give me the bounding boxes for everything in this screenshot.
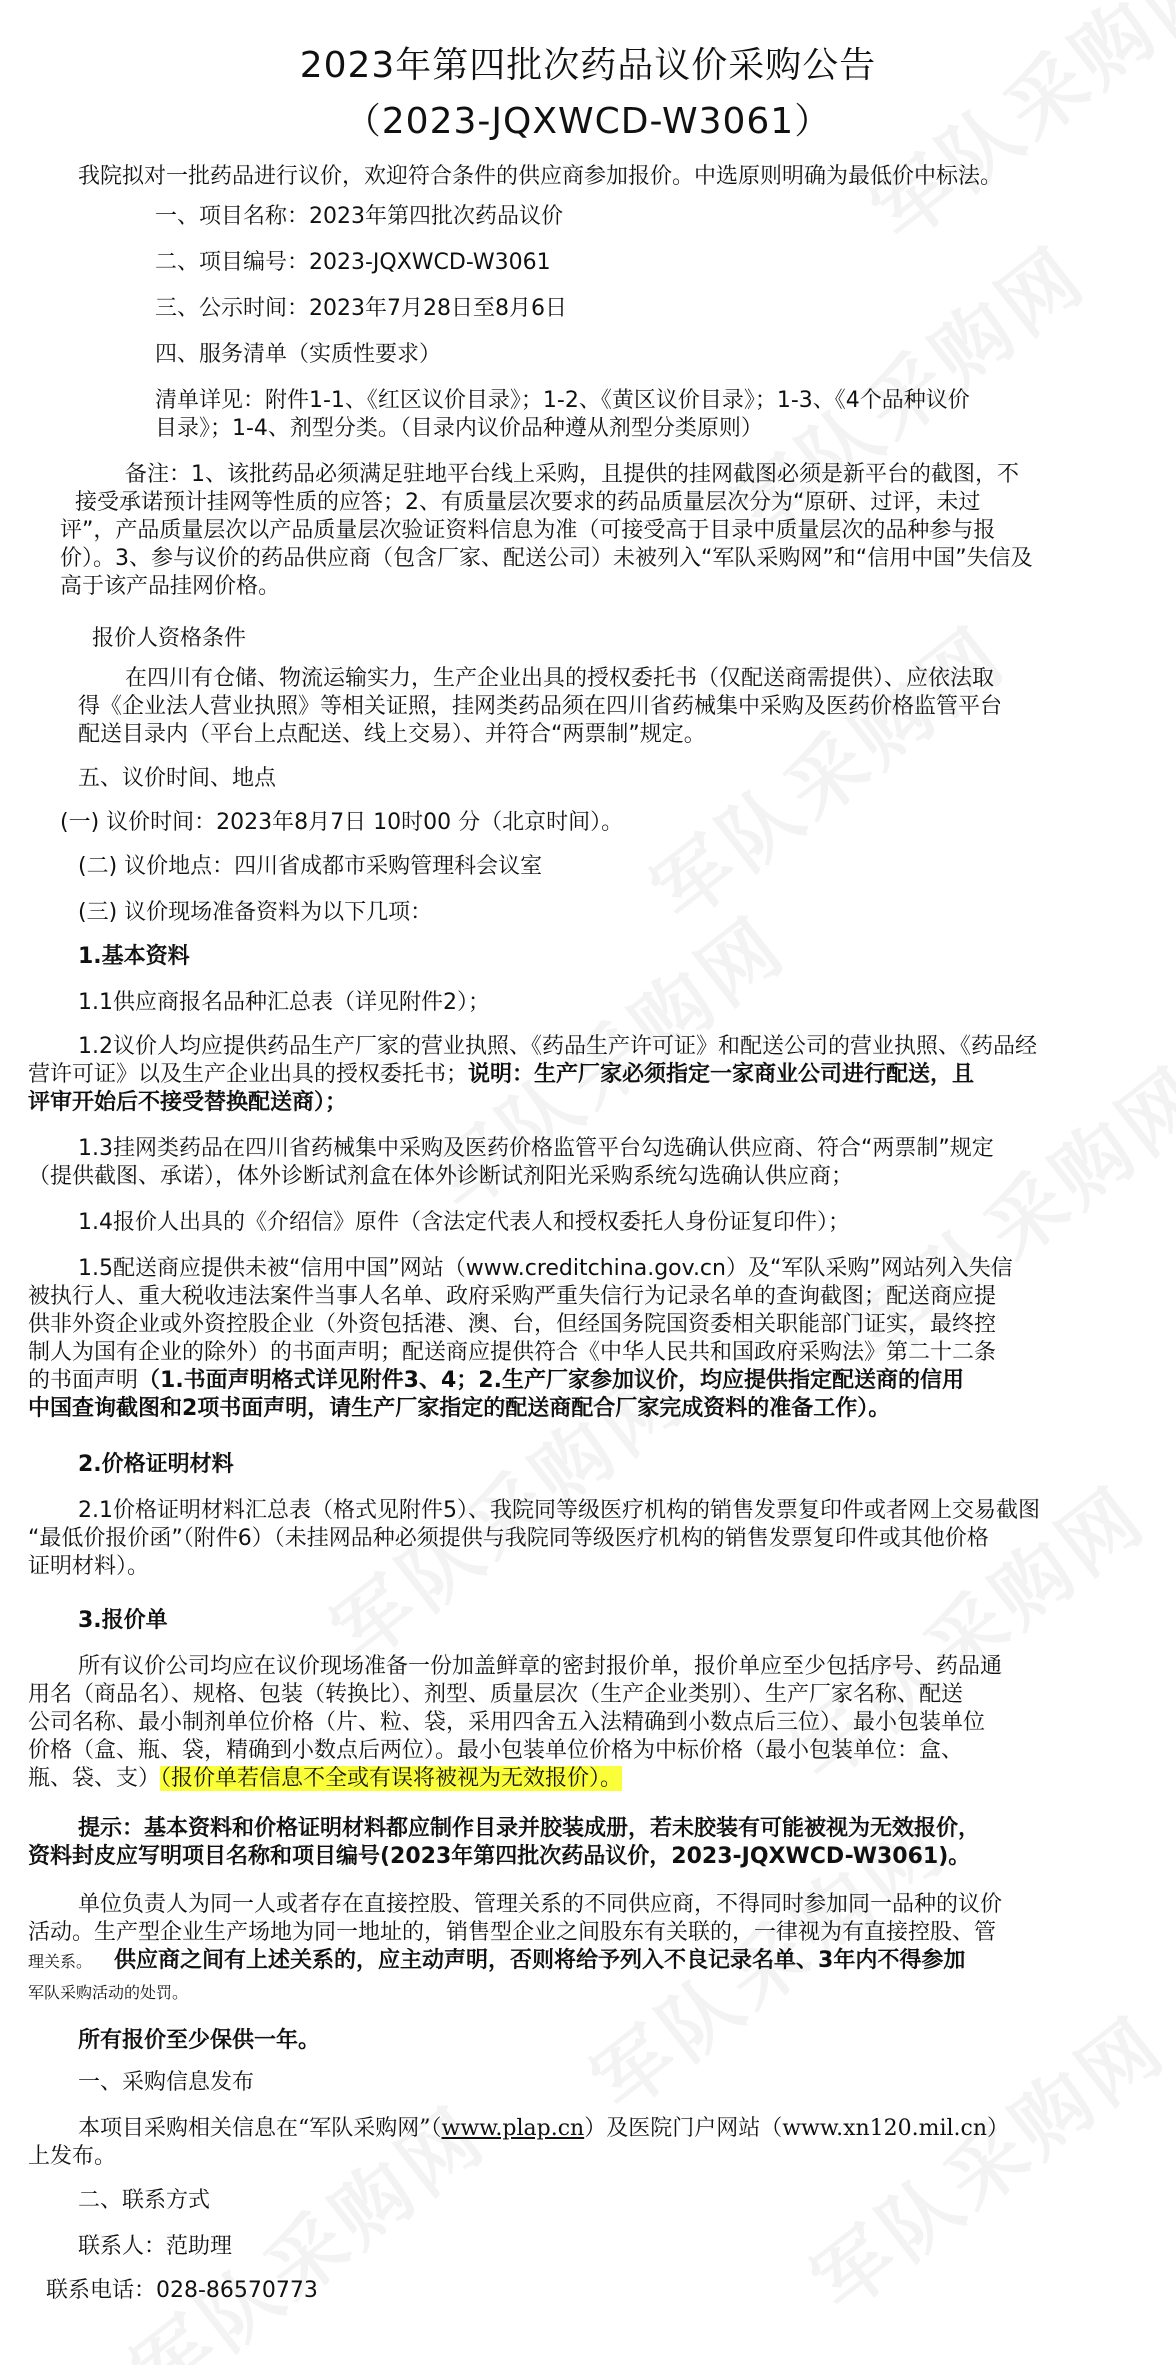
qualification-line: 配送目录内（平台上点配送、线上交易）、并符合“两票制”规定。 [78, 722, 706, 747]
document-code: （2023-JQXWCD-W3061） [344, 101, 832, 142]
contact-phone: 联系电话：028-86570773 [46, 2278, 318, 2303]
item-1-5-line: 供非外资企业或外资控股企业（外资包括港、澳、台，但经国务院国资委相关职能部门证实，最终控 [28, 1312, 997, 1337]
relation-line [28, 1946, 965, 1977]
note-line: 价）。3、参与议价的药品供应商（包含厂家、配送公司）未被列入“军队采购网”和“信用中国”失信及 [60, 546, 1033, 571]
qualification-heading: 报价人资格条件 [92, 626, 247, 651]
supply-guarantee: 所有报价至少保供一年。 [78, 2028, 321, 2053]
list-detail-line: 目录》；1-4、剂型分类。（目录内议价品种遵从剂型分类原则） [155, 416, 763, 441]
item-2-1-line: 证明材料）。 [28, 1554, 150, 1579]
relation-text: 理关系。 [28, 1952, 93, 1971]
relation-line: 军队采购活动的处罚。 [28, 1983, 189, 2002]
item-1-5-line: 中国查询截图和2项书面声明，请生产厂家指定的配送商配合厂家完成资料的准备工作）。 [28, 1396, 891, 1421]
info-release-line [78, 2114, 1009, 2144]
watermark [815, 2024, 1164, 2306]
negotiation-time: (一) 议价时间：2023年8月7日 10时00 分（北京时间）。 [60, 810, 624, 835]
quotation-text: 瓶、袋、支） [28, 1766, 161, 1791]
basic-materials-heading: 1.基本资料 [78, 944, 190, 969]
price-proof-heading: 2.价格证明材料 [78, 1452, 234, 1477]
item-1-2-bold: 说明：生产厂家必须指定一家商业公司进行配送，且 [468, 1062, 975, 1087]
item-1-2-line: 评审开始后不接受替换配送商）； [28, 1090, 348, 1115]
list-detail-line: 清单详见：附件1-1、《红区议价目录》；1-2、《黄区议价目录》；1-3、《4个品种议价 [155, 388, 970, 413]
quotation-line: 公司名称、最小制剂单位价格（片、粒、袋，采用四舍五入法精确到小数点后三位）、最小包装单位 [28, 1710, 986, 1735]
quotation-line: 用名（商品名）、规格、包装（转换比）、剂型、质量层次（生产企业类别）、生产厂家名称、配送 [28, 1682, 964, 1707]
info-release-heading: 一、采购信息发布 [78, 2070, 255, 2095]
preparation-heading: (三) 议价现场准备资料为以下几项： [78, 900, 433, 925]
intro-text: 我院拟对一批药品进行议价，欢迎符合条件的供应商参加报价。中选原则明确为最低价中标法。 [78, 164, 1003, 189]
qualification-line: 在四川有仓储、物流运输实力，生产企业出具的授权委托书（仅配送商需提供）、应依法取 [125, 666, 995, 691]
item-1-5-bold: （1.书面声明格式详见附件3、4；2.生产厂家参加议价，均应提供指定配送商的信用 [138, 1368, 964, 1393]
quotation-line: 价格（盒、瓶、袋，精确到小数点后两位）。最小包装单位价格为中标价格（最小包装单位：盒、 [28, 1738, 964, 1763]
item-1-5-line: 制人为国有企业的除外）的书面声明；配送商应提供符合《中华人民共和国政府采购法》第二十二条 [28, 1340, 997, 1365]
section-five-heading: 五、议价时间、地点 [78, 766, 277, 791]
quotation-heading: 3.报价单 [78, 1608, 168, 1633]
note-line: 高于该产品挂网价格。 [60, 574, 281, 599]
item-1-5-line [28, 1366, 964, 1396]
quotation-line: 所有议价公司均应在议价现场准备一份加盖鲜章的密封报价单，报价单应至少包括序号、药品通 [78, 1654, 1003, 1679]
relation-bold: 供应商之间有上述关系的，应主动声明，否则将给予列入不良记录名单、3年内不得参加 [114, 1948, 966, 1973]
relation-line: 活动。生产型企业生产场地为同一地址的，销售型企业之间股东有关联的，一律视为有直接控股、管 [28, 1920, 997, 1945]
info-release-text: 本项目采购相关信息在“军队采购网”（ [78, 2116, 442, 2141]
document-title: 2023年第四批次药品议价采购公告 [299, 45, 877, 86]
negotiation-place: (二) 议价地点：四川省成都市采购管理科会议室 [78, 854, 543, 879]
item-2-1-line: “最低价报价函”（附件6）（未挂网品种必须提供与我院同等级医疗机构的销售发票复印件或其他价格 [28, 1526, 989, 1551]
item-1-3-line: （提供截图、承诺），体外诊断试剂盒在体外诊断试剂阳光采购系统勾选确认供应商； [28, 1164, 854, 1189]
tip-line: 提示：基本资料和价格证明材料都应制作目录并胶装成册，若未胶装有可能被视为无效报价， [78, 1816, 981, 1841]
item-2-1-line: 2.1价格证明材料汇总表（格式见附件5）、我院同等级医疗机构的销售发票复印件或者网上交易截图 [78, 1498, 1040, 1523]
item-1-4: 1.4报价人出具的《介绍信》原件（含法定代表人和授权委托人身份证复印件）； [78, 1210, 850, 1235]
project-number: 二、项目编号：2023-JQXWCD-W3061 [155, 250, 551, 275]
contact-person: 联系人：范助理 [78, 2234, 233, 2259]
quotation-line [28, 1764, 622, 1794]
item-1-1: 1.1供应商报名品种汇总表（详见附件2）； [78, 990, 490, 1015]
info-release-line: 上发布。 [28, 2144, 117, 2169]
item-1-2-text: 营许可证》以及生产企业出具的授权委托书； [28, 1062, 469, 1087]
item-1-3-line: 1.3挂网类药品在四川省药械集中采购及医药价格监管平台勾选确认供应商、符合“两票制”规定 [78, 1136, 994, 1161]
plap-link[interactable]: www.plap.cn [441, 2116, 585, 2141]
qualification-line: 得《企业法人营业执照》等相关证照，挂网类药品须在四川省药械集中采购及医药价格监管平台 [78, 694, 1003, 719]
item-1-5-line: 被执行人、重大税收违法案件当事人名单、政府采购严重失信行为记录名单的查询截图；配送商应提 [28, 1284, 997, 1309]
project-name: 一、项目名称：2023年第四批次药品议价 [155, 204, 563, 229]
item-1-2-line [28, 1060, 974, 1090]
item-1-5-line: 1.5配送商应提供未被“信用中国”网站（www.creditchina.gov.cn）及“军队采购”网站列入失信 [78, 1256, 1013, 1281]
service-list-heading: 四、服务清单（实质性要求） [155, 342, 442, 367]
item-1-2-line: 1.2议价人均应提供药品生产厂家的营业执照、《药品生产许可证》和配送公司的营业执照、《药品经 [78, 1034, 1037, 1059]
item-1-5-text: 的书面声明 [28, 1368, 139, 1393]
tip-line: 资料封皮应写明项目名称和项目编号(2023年第四批次药品议价，2023-JQXWCD-W3061)。 [28, 1844, 971, 1869]
contact-heading: 二、联系方式 [78, 2188, 211, 2213]
note-line: 接受承诺预计挂网等性质的应答；2、有质量层次要求的药品质量层次分为“原研、过评，未过 [75, 490, 981, 515]
publicity-time: 三、公示时间：2023年7月28日至8月6日 [155, 296, 567, 321]
relation-line: 单位负责人为同一人或者存在直接控股、管理关系的不同供应商，不得同时参加同一品种的议价 [78, 1892, 1003, 1917]
info-release-text: ）及医院门户网站（www.xn120.mil.cn） [584, 2116, 1010, 2141]
note-line: 评”，产品质量层次以产品质量层次验证资料信息为准（可接受高于目录中质量层次的品种参与报 [60, 518, 996, 543]
invalid-quote-highlight: （报价单若信息不全或有误将被视为无效报价）。 [160, 1766, 623, 1791]
note-line: 备注：1、该批药品必须满足驻地平台线上采购，且提供的挂网截图必须是新平台的截图，不 [125, 462, 1020, 487]
